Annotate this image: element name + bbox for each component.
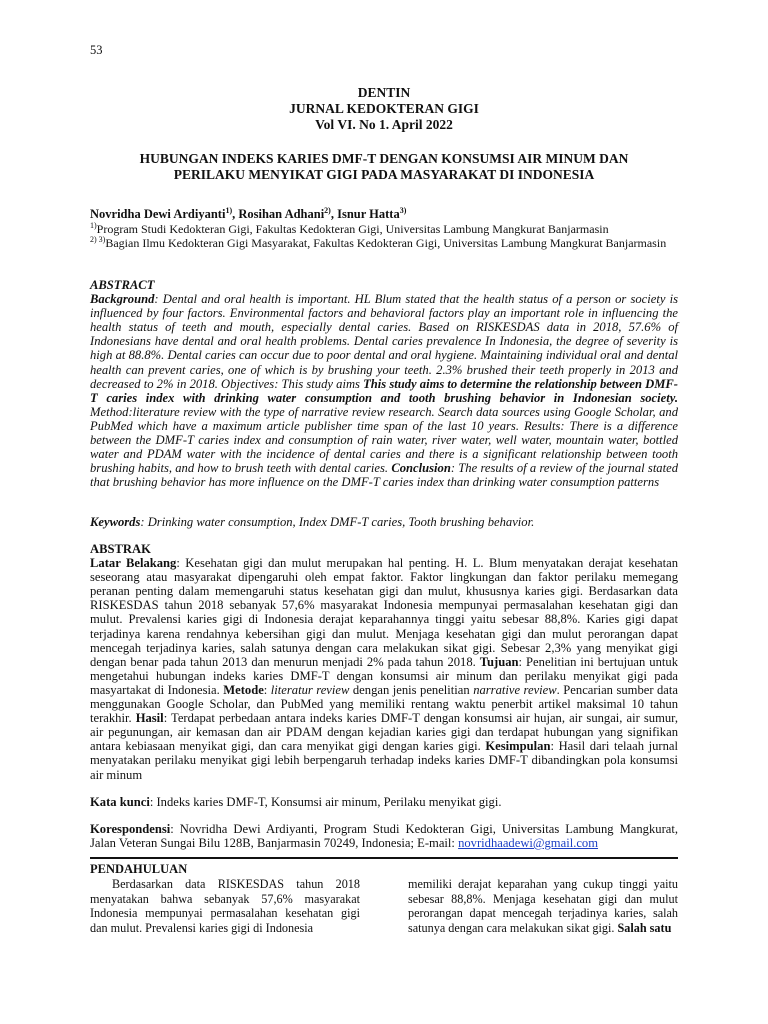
metode-text-2: . Pencarian sumber data menggunakan Google Scholar, dan PubMed yang memiliki rentang waktu penerbit artikel maksimal 10 tahun terakhir. [90, 682, 678, 726]
metode-italic-2: narrative review [473, 682, 557, 697]
hasil-label: Hasil [135, 711, 164, 726]
affiliation-1-sup: 1) [90, 221, 97, 230]
pendahuluan-heading: PENDAHULUAN [90, 862, 188, 876]
tujuan-label: Tujuan [479, 654, 519, 669]
keywords-line [90, 515, 678, 529]
metode-sep: : [263, 682, 271, 697]
keywords-label: Keywords [90, 515, 141, 529]
abstract-indonesian [90, 542, 678, 782]
affiliation-2 [90, 236, 688, 250]
metode-label: Metode [223, 682, 264, 697]
hasil-text: : Terdapat perbedaan antara indeks karies DMF-T dengan konsumsi air hujan, air sungai, air sumur, air pegunungan, air kemasan dan air PDAM dengan kejadian karies gigi dan terdapat hubungan yang signifikan antara kebiasaan menyikat gigi, dan cara menyikat gigi dengan karies gigi. [90, 711, 678, 754]
journal-volume: Vol VI. No 1. April 2022 [315, 117, 453, 132]
latar-belakang-label: Latar Belakang [90, 556, 177, 571]
journal-name: DENTIN [357, 85, 411, 100]
authors-block [90, 207, 688, 250]
author-2: Rosihan Adhani [238, 207, 325, 221]
intro-right-bold: Salah satu [617, 920, 672, 935]
kata-kunci-label: Kata kunci [90, 795, 150, 809]
author-1: Novridha Dewi Ardiyanti [90, 207, 226, 221]
method-results-text: Method:literature review with the type of narrative review research. Search data sources using Google Scholar, and PubMed which have a maximum article publisher time span of the last 10 years. Results: There is a difference between the DMF-T caries index and consumption of rain water, river water, well water, mountain water, bottled water and PDAM water with the incidence of dental caries and there is a significant relationship between tooth brushing habits, and how to brush teeth with dental caries. [90, 404, 678, 476]
abstrak-paragraph [90, 556, 678, 782]
abstract-paragraph [90, 292, 678, 489]
metode-text-1: dengan jenis penelitian [349, 682, 474, 697]
background-text: : Dental and oral health is important. HL Blum stated that the health status of a person or society is influenced by four factors. Environmental factors and behavioral factors play an important role in influencing the health status of teeth and mouth, especially dental caries. Based on RISKESDAS data in 2018, 57.6% of Indonesians have dental and oral health problems. Dental caries prevalence In Indonesia, the degree of severity is high at 88.8%. Dental caries can occur due to poor dental and oral hygiene. Maintaining individual oral and dental health can prevent caries, one of which is by brushing your teeth. 2.3% brushed their teeth properly in 2013 and decreased to 2% in 2018. Objectives: This study aims [90, 292, 678, 391]
kesimpulan-text: : Hasil dari telaah jurnal menyatakan perilaku menyikat gigi lebih berpengaruh terhadap indeks karies DMF-T dibandingkan pola konsumsi air minum [90, 739, 678, 782]
abstract-heading: ABSTRACT [90, 278, 155, 292]
kata-kunci-text: : Indeks karies DMF-T, Konsumsi air minum, Perilaku menyikat gigi. [149, 795, 502, 809]
affiliation-1 [90, 222, 688, 236]
objective-bold-text: This study aims to determine the relationship between DMF-T caries index with drinking water consumption and tooth brushing behavior in Indonesian society. [90, 376, 678, 405]
author-sep-2: , [330, 207, 338, 221]
intro-right-column [408, 877, 678, 935]
author-sep-1: , [232, 207, 239, 221]
abstrak-heading: ABSTRAK [90, 542, 151, 556]
author-names [90, 207, 688, 221]
author-3: Isnur Hatta [337, 207, 400, 221]
intro-left-text: Berdasarkan data RISKESDAS tahun 2018 menyatakan bahwa sebanyak 57,6% masyarakat Indonesia mempunyai permasalahan kesehatan gigi dan mulut. Prevalensi karies gigi di Indonesia [90, 877, 360, 935]
email-link[interactable]: novridhaadewi@gmail.com [458, 836, 599, 851]
korespondensi-block [90, 822, 678, 850]
tujuan-text: : Penelitian ini bertujuan untuk mengetahui hubungan indeks karies DMF-T dengan konsumsi air minum dan perilaku menyikat gigi pada masyartakat di Indonesia. [90, 654, 678, 697]
journal-header [0, 85, 768, 133]
author-2-sup: 2) [324, 205, 331, 215]
conclusion-text: : The results of a review of the journal stated that brushing behavior has more influence on the DMF-T caries index than drinking water consumption patterns [90, 461, 678, 490]
journal-subtitle: JURNAL KEDOKTERAN GIGI [289, 101, 479, 116]
korespondensi-label: Korespondensi [90, 822, 171, 836]
metode-italic-1: literatur review [270, 682, 350, 697]
intro-right-paragraph [408, 877, 678, 935]
affiliation-2-sup: 2) 3) [90, 235, 106, 244]
abstract-english [90, 278, 678, 489]
title-line-2: PERILAKU MENYIKAT GIGI PADA MASYARAKAT DI INDONESIA [173, 167, 595, 182]
section-divider [90, 857, 678, 859]
title-line-1: HUBUNGAN INDEKS KARIES DMF-T DENGAN KONSUMSI AIR MINUM DAN [139, 151, 629, 166]
kata-kunci-line [90, 795, 678, 809]
affiliation-1-text: Program Studi Kedokteran Gigi, Fakultas Kedokteran Gigi, Universitas Lambung Mangkurat Banjarmasin [96, 222, 609, 236]
page-number: 53 [90, 43, 103, 57]
author-1-sup: 1) [225, 205, 233, 215]
latar-belakang-text: : Kesehatan gigi dan mulut merupakan hal penting. H. L. Blum menyatakan derajat kesehatan seseorang atau masyarakat dipengaruhi oleh empat faktor. Faktor lingkungan dan faktor perilaku memegang peranan penting dalam memengaruhi status kesehatan gigi dan mulut, khususnya karies gigi. Berdasarkan data RISKESDAS tahun 2018 sebanyak 57,6% masyarakat Indonesia mempunyai permasalahan kesehatan gigi dan mulut. Prevalensi karies gigi di Indonesia derajat keparahannya tinggi yaitu sebesar 88,8%. Karies gigi dapat terjadinya karena rendahnya kebersihan gigi dan mulut. Menjaga kesehatan gigi dan mulut perorangan dapat mencegah terjadinya karies, salah satunya dengan cara melakukan sikat gigi. Sebesar 2,3% yang menyikat gigi dengan benar pada tahun 2013 dan menurun menjadi 2% pada tahun 2018. [90, 556, 678, 669]
author-3-sup: 3) [399, 205, 407, 215]
article-title [96, 151, 672, 183]
kesimpulan-label: Kesimpulan [485, 739, 551, 754]
affiliation-2-text: Bagian Ilmu Kedokteran Gigi Masyarakat, Fakultas Kedokteran Gigi, Universitas Lambung Mangkurat Banjarmasin [105, 236, 667, 250]
korespondensi-text: : Novridha Dewi Ardiyanti, Program Studi Kedokteran Gigi, Universitas Lambung Mangkurat, Jalan Veteran Sungai Bilu 128B, Banjarmasin 70249, Indonesia; E-mail: [90, 822, 678, 851]
intro-right-text: memiliki derajat keparahan yang cukup tinggi yaitu sebesar 88,8%. Menjaga kesehatan gigi dan mulut perorangan dapat mencegah terjadinya karies, salah satunya dengan cara melakukan sikat gigi. [408, 877, 678, 935]
keywords-text: : Drinking water consumption, Index DMF-T caries, Tooth brushing behavior. [140, 515, 535, 529]
intro-left-column [90, 877, 360, 935]
conclusion-label: Conclusion [391, 461, 451, 476]
background-label: Background [90, 292, 155, 307]
